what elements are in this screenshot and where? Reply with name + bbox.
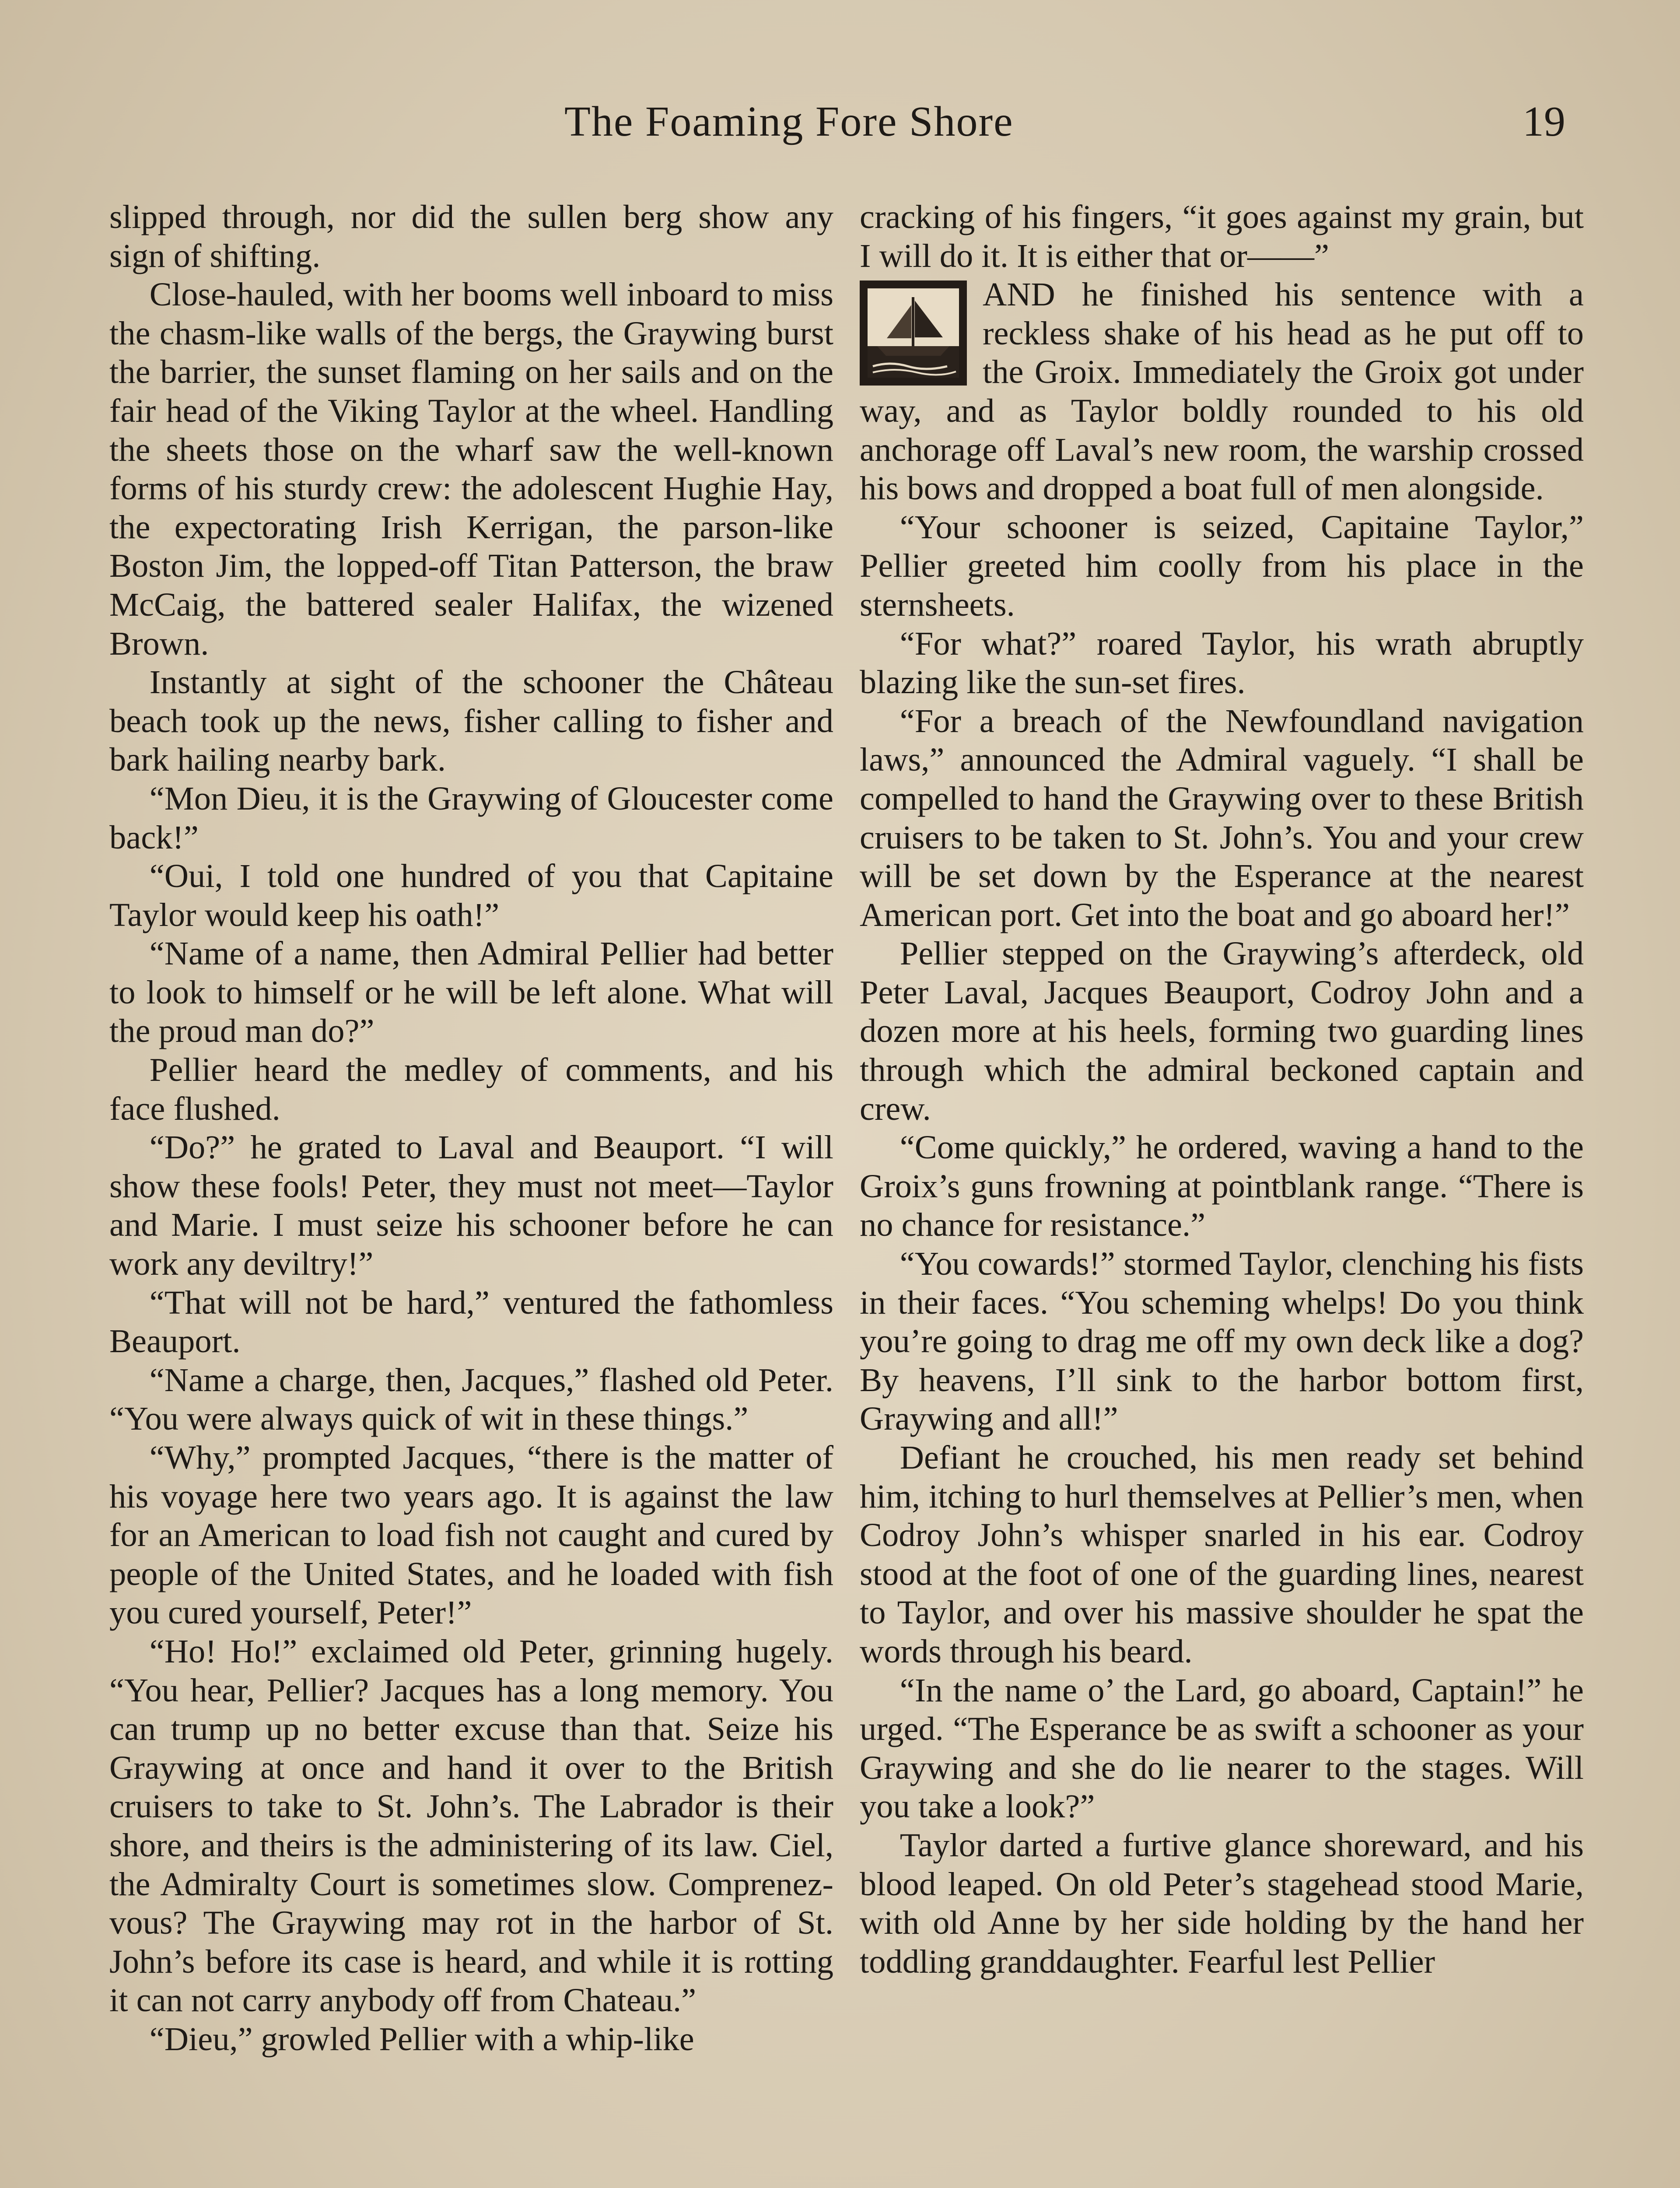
section-start-paragraph (860, 275, 1584, 508)
page-number: 19 (1522, 98, 1565, 145)
paragraph-text: AND he finished his sentence with a reckless shake of his head as he put off to the Groix. Immediately the Groix got under way, and as Taylor boldly rounded to his old anchorage off Laval’s new room, the warship crossed his bows and dropped a boat full of men alongside. (860, 276, 1584, 507)
paragraph: “For a breach of the Newfoundland navigation laws,” announced the Admiral vaguely. “I shall be compelled to hand the Graywing over to these British cruisers to be taken to St. John’s. You and your crew will be set down by the Esperance at the nearest American port. Get into the boat and go aboard her!” (860, 702, 1584, 933)
paragraph: “Do?” he grated to Laval and Beauport. “I will show these fools! Peter, they must not meet—Taylor and Marie. I must seize his schooner before he can work any deviltry!” (109, 1129, 833, 1283)
paragraph: “That will not be hard,” ventured the fathomless Beauport. (109, 1283, 833, 1360)
paragraph: cracking of his fingers, “it goes against my grain, but I will do it. It is either that or——” (860, 198, 1584, 274)
paragraph: “Your schooner is seized, Capitaine Taylor,” Pellier greeted him coolly from his place in the sternsheets. (860, 508, 1584, 623)
paragraph: “Dieu,” growled Pellier with a whip-like (149, 2020, 694, 2058)
paragraph: Pellier stepped on the Graywing’s afterdeck, old Peter Laval, Jacques Beauport, Codroy John and a dozen more at his heels, forming two guarding lines through which the admiral beckoned captain and crew. (860, 935, 1584, 1127)
paragraph: Defiant he crouched, his men ready set behind him, itching to hurl themselves at Pellier’s men, when Codroy John’s whisper snarled in his ear. Codroy stood at the foot of one of the guarding lines, nearest to Taylor, and over his massive shoulder he spat the words through his beard. (860, 1439, 1584, 1670)
right-column (860, 198, 1584, 1981)
paragraph: “Ho! Ho!” exclaimed old Peter, grinning hugely. “You hear, Pellier? Jacques has a long memory. You can trump up no better excuse than that. Seize his Graywing at once and hand it over to the British cruisers to take to St. John’s. The Labrador is their shore, and theirs is the administering of its law. Ciel, the Admiralty Court is sometimes slow. Comprenez-vous? The Graywing may rot in the harbor of St. John’s before its case is heard, and while it is rotting it can not carry anybody off from Chateau.” (109, 1632, 833, 2019)
paragraph: “Why,” prompted Jacques, “there is the matter of his voyage here two years ago. It is against the law for an American to load fish not caught and cured by people of the United States, and he loaded with fish you cured yourself, Peter!” (109, 1439, 833, 1631)
page-header (0, 97, 1680, 158)
paragraph: “In the name o’ the Lard, go aboard, Captain!” he urged. “The Esperance be as swift a schooner as your Graywing and she do lie nearer to the stages. Will you take a look?” (860, 1671, 1584, 1825)
paragraph: “Name a charge, then, Jacques,” flashed old Peter. “You were always quick of wit in these things.” (109, 1361, 833, 1438)
running-title: The Foaming Fore Shore (564, 98, 1014, 145)
paragraph: “Name of a name, then Admiral Pellier had better to look to himself or he will be left alone. What will the proud man do?” (109, 935, 833, 1050)
paragraph: “Mon Dieu, it is the Graywing of Gloucester come back!” (109, 779, 833, 856)
paragraph: Close-hauled, with her booms well inboard to miss the chasm-like walls of the bergs, the Graywing burst the barrier, the sunset flaming on her sails and on the fair head of the Viking Taylor at the wheel. Handling the sheets those on the wharf saw the well-known forms of his sturdy crew: the adolescent Hughie Hay, the expectorating Irish Kerrigan, the parson-like Boston Jim, the lopped-off Titan Patterson, the braw McCaig, the battered sealer Halifax, the wizened Brown. (109, 276, 833, 662)
left-column (109, 198, 833, 2059)
paragraph: “Come quickly,” he ordered, waving a hand to the Groix’s guns frowning at pointblank range. “There is no chance for resistance.” (860, 1129, 1584, 1244)
paragraph: “Oui, I told one hundred of you that Capitaine Taylor would keep his oath!” (109, 857, 833, 933)
paragraph: Pellier heard the medley of comments, and his face flushed. (109, 1051, 833, 1127)
paragraph: slipped through, nor did the sullen berg show any sign of shifting. (109, 198, 833, 274)
ship-vignette-icon (860, 281, 967, 386)
paragraph: “You cowards!” stormed Taylor, clenching his fists in their faces. “You scheming whelps! Do you think you’re going to drag me off my own deck like a dog? By heavens, I’ll sink to the harbor bottom first, Graywing and all!” (860, 1245, 1584, 1438)
paragraph: “For what?” roared Taylor, his wrath abruptly blazing like the sun-set fires. (860, 624, 1584, 701)
paragraph: Taylor darted a furtive glance shoreward, and his blood leaped. On old Peter’s stagehead stood Marie, with old Anne by her side holding by the hand her toddling granddaughter. Fearful lest Pellier (860, 1826, 1584, 1980)
paragraph: Instantly at sight of the schooner the Château beach took up the news, fisher calling to fisher and bark hailing nearby bark. (109, 663, 833, 778)
